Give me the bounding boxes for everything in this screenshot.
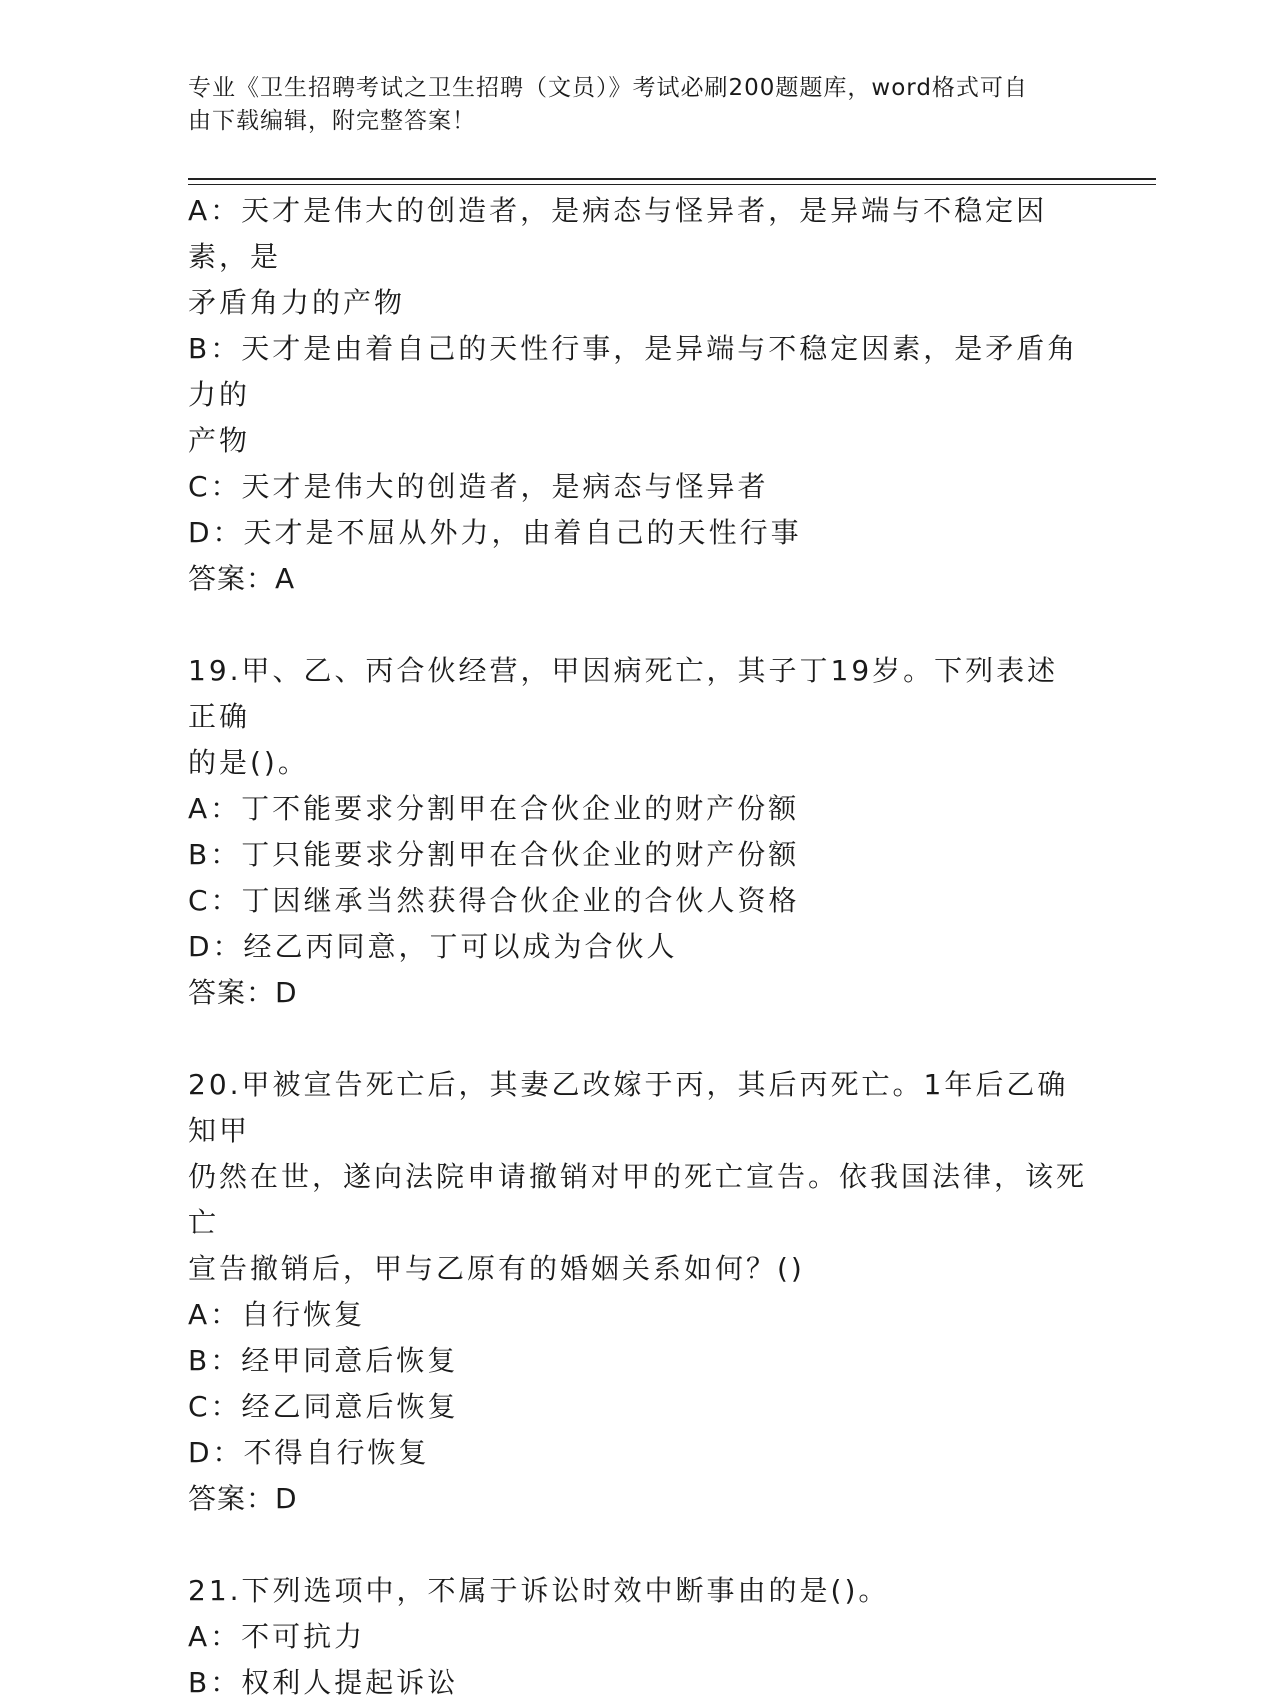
- question-18-options: [188, 188, 1088, 602]
- question-stem-line-1: 19.甲、乙、丙合伙经营，甲因病死亡，其子丁19岁。下列表述正确: [188, 654, 1059, 733]
- option-a: A：自行恢复: [188, 1298, 366, 1331]
- option-b: B：权利人提起诉讼: [188, 1666, 459, 1699]
- header-divider-thick: [188, 178, 1156, 180]
- spacer: [188, 1016, 1088, 1062]
- question-stem-line-1: 20.甲被宣告死亡后，其妻乙改嫁于丙，其后丙死亡。1年后乙确知甲: [188, 1068, 1069, 1147]
- question-stem-line-3: 宣告撤销后，甲与乙原有的婚姻关系如何？(): [188, 1252, 805, 1285]
- option-a: A：不可抗力: [188, 1620, 366, 1653]
- question-stem-line-2: 仍然在世，遂向法院申请撤销对甲的死亡宣告。依我国法律，该死亡: [188, 1160, 1088, 1239]
- answer-label: 答案：D: [188, 1482, 298, 1515]
- option-c: C：天才是伟大的创造者，是病态与怪异者: [188, 470, 769, 503]
- question-19: [188, 648, 1088, 1016]
- question-stem-line-1: 21.下列选项中，不属于诉讼时效中断事由的是()。: [188, 1574, 890, 1607]
- header-line-1: 专业《卫生招聘考试之卫生招聘（文员）》考试必刷200题题库，word格式可自: [188, 75, 1028, 101]
- option-c: C：丁因继承当然获得合伙企业的合伙人资格: [188, 884, 800, 917]
- answer-label: 答案：D: [188, 976, 298, 1009]
- option-b: B：丁只能要求分割甲在合伙企业的财产份额: [188, 838, 800, 871]
- option-a-line-2: 矛盾角力的产物: [188, 286, 406, 319]
- question-20: [188, 1062, 1088, 1522]
- option-d: D：天才是不屈从外力，由着自己的天性行事: [188, 516, 802, 549]
- option-a: A：丁不能要求分割甲在合伙企业的财产份额: [188, 792, 800, 825]
- document-header: [188, 72, 1068, 138]
- spacer: [188, 1522, 1088, 1568]
- option-d: D：不得自行恢复: [188, 1436, 430, 1469]
- header-line-2: 由下载编辑，附完整答案！: [188, 108, 476, 134]
- spacer: [188, 602, 1088, 648]
- option-b: B：经甲同意后恢复: [188, 1344, 459, 1377]
- option-b-line-2: 产物: [188, 424, 251, 457]
- answer-label: 答案：A: [188, 562, 296, 595]
- option-d: D：经乙丙同意，丁可以成为合伙人: [188, 930, 678, 963]
- question-list: [188, 188, 1088, 1706]
- question-stem-line-2: 的是()。: [188, 746, 309, 779]
- question-21: [188, 1568, 1088, 1706]
- option-a-line-1: A：天才是伟大的创造者，是病态与怪异者，是异端与不稳定因素，是: [188, 194, 1048, 273]
- option-c: C：经乙同意后恢复: [188, 1390, 459, 1423]
- option-b-line-1: B：天才是由着自己的天性行事，是异端与不稳定因素，是矛盾角力的: [188, 332, 1079, 411]
- header-divider-thin: [188, 184, 1156, 185]
